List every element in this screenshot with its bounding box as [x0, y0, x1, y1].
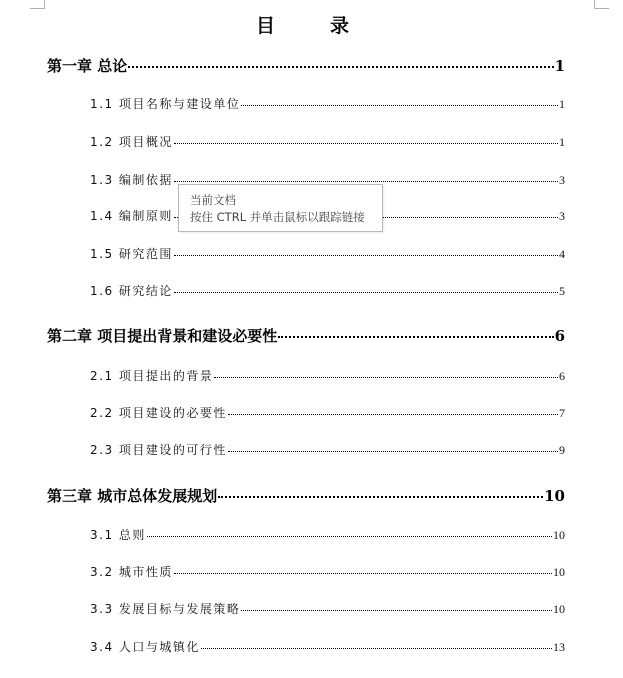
toc-entry-1-2[interactable] [90, 133, 565, 150]
toc-dot-leader [201, 648, 552, 649]
toc-entry-label: 2.3 项目建设的可行性 [90, 443, 227, 457]
toc-entry-label: 1.4 编制原则 [90, 209, 173, 223]
toc-dot-leader [228, 414, 558, 415]
toc-page-number: 4 [559, 247, 565, 261]
toc-page-number: 9 [559, 443, 565, 457]
toc-dot-leader [174, 573, 552, 574]
toc-entry-1-5[interactable] [90, 245, 565, 262]
toc-entry-label: 2.2 项目建设的必要性 [90, 406, 227, 420]
toc-dot-leader [174, 292, 558, 293]
toc-page-number: 7 [559, 406, 565, 420]
toc-page-number: 1 [554, 57, 565, 75]
toc-entry-label: 第一章 总论 [47, 57, 128, 75]
toc-entry-chapter-3[interactable] [47, 485, 565, 506]
toc-entry-label: 1.3 编制依据 [90, 173, 173, 187]
toc-entry-label: 3.1 总则 [90, 528, 146, 542]
page-corner-mark-right [594, 0, 609, 9]
toc-entry-2-2[interactable] [90, 404, 565, 421]
toc-page-number: 3 [559, 173, 565, 187]
toc-dot-leader [128, 66, 553, 68]
toc-entry-label: 3.3 发展目标与发展策略 [90, 602, 241, 616]
toc-entry-label: 2.1 项目提出的背景 [90, 369, 214, 383]
toc-dot-leader [228, 451, 558, 452]
toc-page-number: 1 [559, 97, 565, 111]
toc-page-number: 10 [553, 602, 565, 616]
toc-dot-leader [147, 536, 552, 537]
toc-entry-chapter-2[interactable] [47, 325, 565, 346]
toc-entry-label: 3.2 城市性质 [90, 565, 173, 579]
toc-dot-leader [174, 255, 558, 256]
toc-page-number: 1 [559, 135, 565, 149]
toc-page-number: 13 [553, 640, 565, 654]
toc-title: 目 录 [255, 15, 367, 37]
toc-entry-label: 1.6 研究结论 [90, 284, 173, 298]
toc-entry-label: 第二章 项目提出背景和建设必要性 [47, 327, 278, 345]
toc-dot-leader [278, 336, 553, 338]
toc-entry-label: 1.1 项目名称与建设单位 [90, 97, 241, 111]
toc-page-number: 3 [559, 209, 565, 223]
tooltip-title: 当前文档 [190, 193, 236, 207]
toc-entry-label: 第三章 城市总体发展规划 [47, 487, 218, 505]
toc-dot-leader [174, 143, 558, 144]
toc-entry-3-4[interactable] [90, 638, 565, 655]
toc-page-number: 5 [559, 284, 565, 298]
hyperlink-tooltip [178, 184, 383, 232]
toc-entry-2-1[interactable] [90, 367, 565, 384]
toc-page-number: 6 [559, 369, 565, 383]
toc-entry-chapter-1[interactable] [47, 55, 565, 76]
toc-entry-2-3[interactable] [90, 441, 565, 458]
toc-dot-leader [214, 377, 558, 378]
toc-entry-1-1[interactable] [90, 95, 565, 112]
toc-dot-leader [174, 181, 558, 182]
toc-entry-label: 1.2 项目概况 [90, 135, 173, 149]
toc-page-number: 10 [553, 528, 565, 542]
toc-dot-leader [241, 610, 552, 611]
toc-entry-label: 1.5 研究范围 [90, 247, 173, 261]
page-corner-mark-left [30, 0, 45, 9]
toc-dot-leader [241, 105, 558, 106]
toc-entry-1-6[interactable] [90, 282, 565, 299]
toc-page-number: 6 [554, 327, 565, 345]
toc-entry-3-1[interactable] [90, 526, 565, 543]
toc-entry-label: 3.4 人口与城镇化 [90, 640, 200, 654]
tooltip-hint: 按住 CTRL 并单击鼠标以跟踪链接 [190, 210, 365, 224]
toc-dot-leader [218, 496, 543, 498]
toc-entry-3-3[interactable] [90, 600, 565, 617]
toc-entry-3-2[interactable] [90, 563, 565, 580]
toc-page-number: 10 [553, 565, 565, 579]
toc-page-number: 10 [544, 487, 565, 505]
